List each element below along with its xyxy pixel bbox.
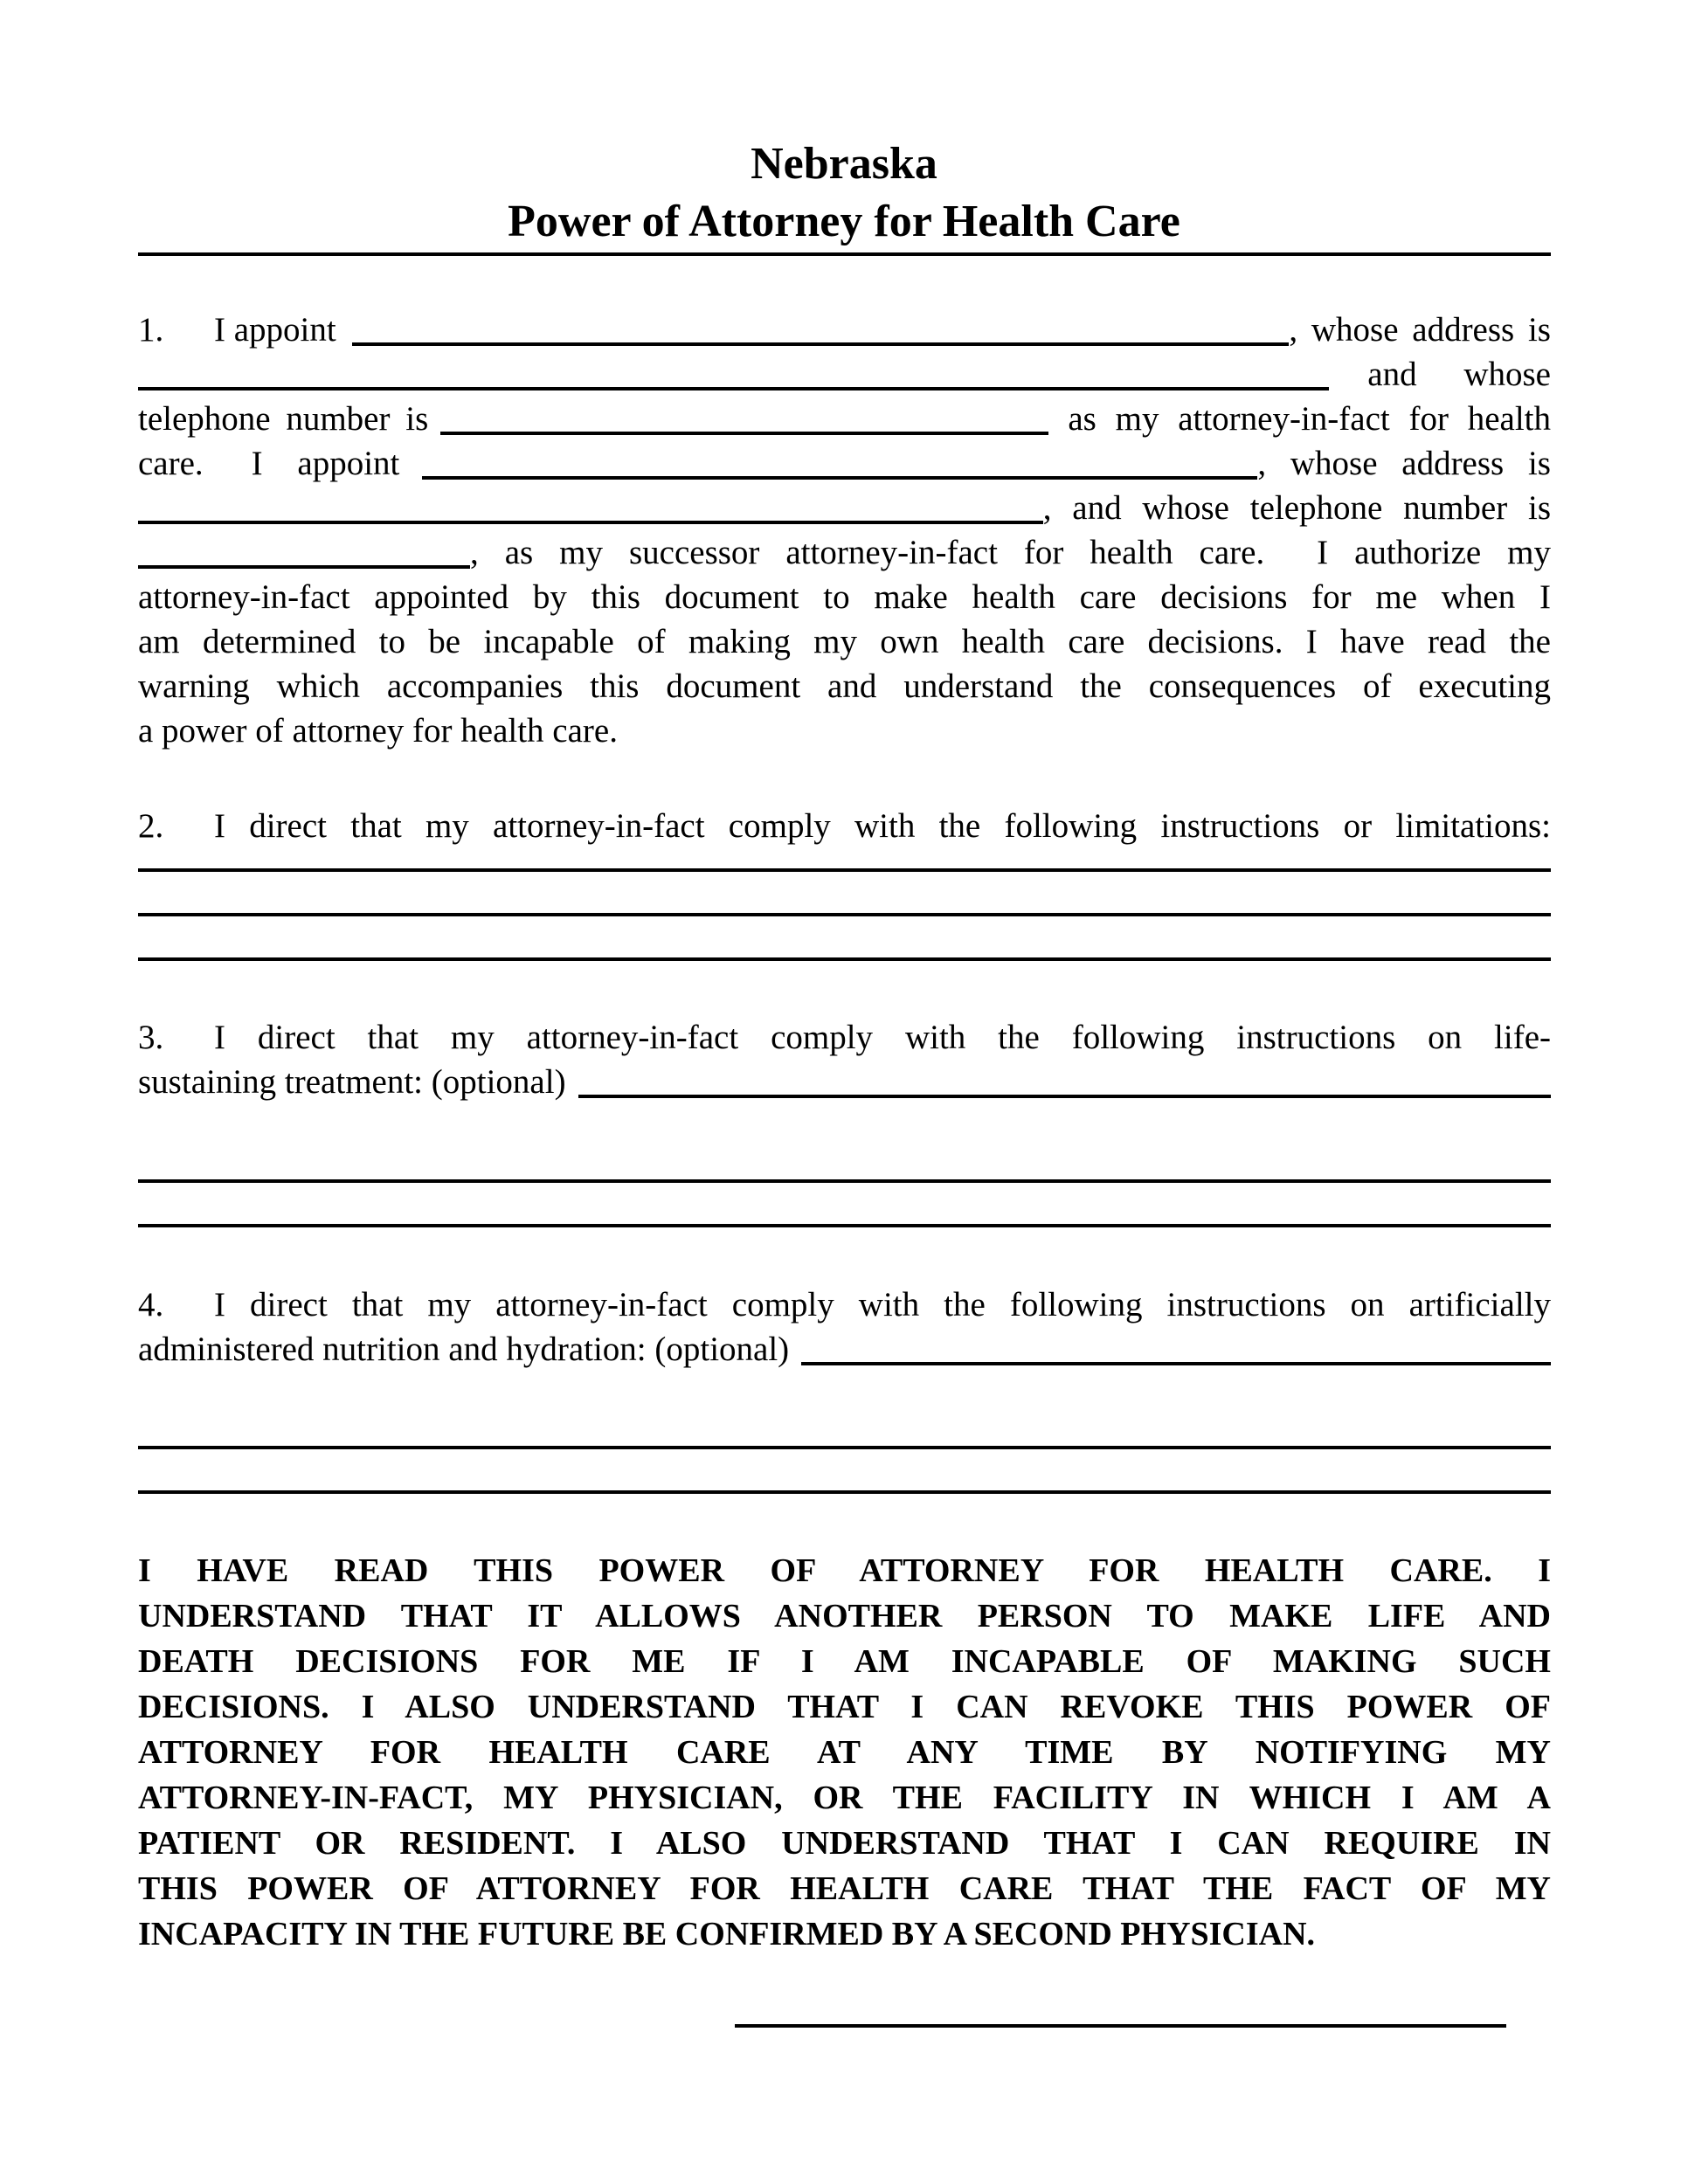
static-text: as my attorney-in-fact for health xyxy=(1068,400,1551,438)
form-line xyxy=(138,486,1551,530)
instructions-blank-line-2[interactable] xyxy=(138,913,1551,916)
title-form-name: Power of Attorney for Health Care xyxy=(508,197,1180,246)
static-text: I direct that my attorney-in-fact comply with the following instructions or limitations: xyxy=(214,807,1551,845)
successor-phone-blank[interactable] xyxy=(138,530,470,569)
static-text: , whose address is xyxy=(1257,445,1551,482)
form-line xyxy=(138,530,1551,575)
acknowledgment-paragraph xyxy=(138,1548,1551,1957)
acknowledgment-line: DECISIONS. I ALSO UNDERSTAND THAT I CAN REVOKE THIS POWER OF xyxy=(138,1689,1551,1725)
form-line xyxy=(138,1060,1551,1104)
section-2-instructions xyxy=(138,804,1551,848)
static-text: telephone number is xyxy=(138,400,429,438)
item-number: 3. xyxy=(138,1019,164,1056)
static-text: a power of attorney for health care. xyxy=(138,712,618,750)
acknowledgment-line: UNDERSTAND THAT IT ALLOWS ANOTHER PERSON TO MAKE LIFE AND xyxy=(138,1598,1551,1635)
title-divider xyxy=(138,252,1551,256)
form-line xyxy=(138,1327,1551,1372)
form-line xyxy=(138,1282,1551,1327)
form-line xyxy=(138,308,1551,352)
static-text: care. xyxy=(138,445,204,482)
successor-name-blank[interactable] xyxy=(422,441,1257,480)
acknowledgment-line: ATTORNEY-IN-FACT, MY PHYSICIAN, OR THE FACILITY IN WHICH I AM A xyxy=(138,1780,1551,1816)
life-sustaining-blank-line-1[interactable] xyxy=(138,1179,1551,1183)
nutrition-blank-line-2[interactable] xyxy=(138,1490,1551,1494)
form-line xyxy=(138,352,1551,397)
acknowledgment-line: DEATH DECISIONS FOR ME IF I AM INCAPABLE OF MAKING SUCH xyxy=(138,1643,1551,1680)
static-text: , whose address is xyxy=(1289,311,1551,349)
form-line xyxy=(138,1015,1551,1060)
life-sustaining-blank-line-2[interactable] xyxy=(138,1224,1551,1227)
instructions-blank-line-1[interactable] xyxy=(138,868,1551,872)
static-text: , and whose telephone number is xyxy=(1042,489,1551,527)
static-text: sustaining treatment: (optional) xyxy=(138,1063,566,1101)
acknowledgment-line: I HAVE READ THIS POWER OF ATTORNEY FOR HEALTH CARE. I xyxy=(138,1552,1551,1589)
form-line xyxy=(138,397,1551,441)
static-text: , as my successor attorney-in-fact for health care. I authorize my xyxy=(470,534,1551,571)
document-title xyxy=(0,135,1688,251)
acknowledgment-line: ATTORNEY FOR HEALTH CARE AT ANY TIME BY NOTIFYING MY xyxy=(138,1734,1551,1771)
item-number: 4. xyxy=(138,1286,164,1324)
attorney-address-blank[interactable] xyxy=(138,352,1329,390)
acknowledgment-line: THIS POWER OF ATTORNEY FOR HEALTH CARE THAT THE FACT OF MY xyxy=(138,1870,1551,1907)
static-text: I direct that my attorney-in-fact comply with the following instructions on life- xyxy=(214,1019,1551,1056)
life-sustaining-blank[interactable] xyxy=(578,1060,1551,1098)
form-line xyxy=(138,804,1551,848)
static-text: warning which accompanies this document and understand the consequences of executing xyxy=(138,667,1551,705)
attorney-name-blank[interactable] xyxy=(352,308,1290,346)
section-4-nutrition-hydration xyxy=(138,1282,1551,1372)
title-state: Nebraska xyxy=(751,139,937,189)
static-text: and whose xyxy=(1367,356,1551,393)
static-text: am determined to be incapable of making my own health care decisions. I have read the xyxy=(138,623,1551,660)
static-text: I appoint xyxy=(251,445,400,482)
static-text: attorney-in-fact appointed by this document to make health care decisions for me when I xyxy=(138,578,1551,616)
static-text: I direct that my attorney-in-fact comply with the following instructions on artificially xyxy=(214,1286,1551,1324)
successor-address-blank[interactable] xyxy=(138,486,1043,524)
section-3-life-sustaining xyxy=(138,1015,1551,1104)
nutrition-blank-line-1[interactable] xyxy=(138,1446,1551,1449)
signature-line[interactable] xyxy=(735,2024,1506,2028)
item-number: 1. xyxy=(138,311,164,349)
static-text: administered nutrition and hydration: (optional) xyxy=(138,1330,790,1368)
instructions-blank-line-3[interactable] xyxy=(138,957,1551,961)
section-1-appointment xyxy=(138,308,1551,753)
item-number: 2. xyxy=(138,807,164,845)
static-text: I appoint xyxy=(214,311,336,349)
form-line xyxy=(138,441,1551,486)
acknowledgment-line: INCAPACITY IN THE FUTURE BE CONFIRMED BY A SECOND PHYSICIAN. xyxy=(138,1916,1316,1952)
attorney-phone-blank[interactable] xyxy=(440,397,1048,435)
nutrition-hydration-blank[interactable] xyxy=(801,1327,1551,1365)
acknowledgment-line: PATIENT OR RESIDENT. I ALSO UNDERSTAND THAT I CAN REQUIRE IN xyxy=(138,1825,1551,1862)
